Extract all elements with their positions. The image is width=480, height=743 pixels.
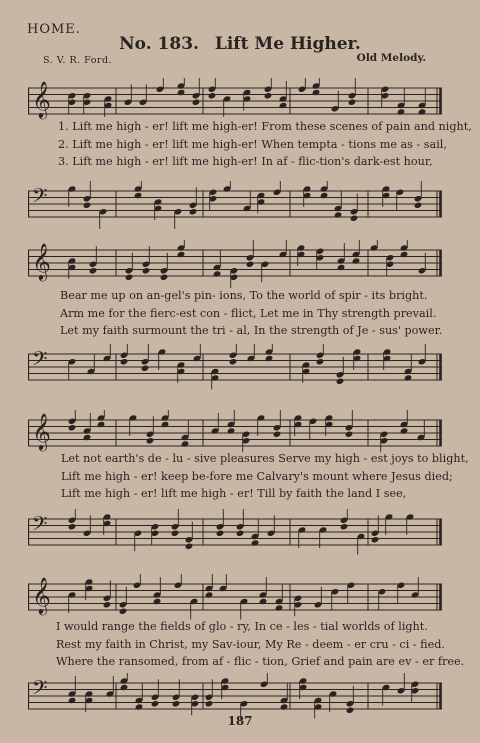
lyric-line: Let not earth's de - lu - sive pleasures Serve my high - est joys to blight, bbox=[61, 452, 469, 465]
treble-staff bbox=[28, 240, 442, 280]
tune-credit: Old Melody. bbox=[356, 52, 426, 64]
lyric-line: Lift me high - er! lift me high - er! Till by faith the land I see, bbox=[61, 487, 407, 500]
lyric-line: 2. Lift me high - er! lift me high-er! When tempta - tions me as - sail, bbox=[58, 137, 447, 151]
page-number: 187 bbox=[227, 714, 253, 728]
lyric-line: Let my faith surmount the tri - al, In the strength of Je - sus' power. bbox=[60, 324, 443, 337]
treble-clef-icon: 𝄞 bbox=[32, 412, 51, 450]
treble-clef-icon: 𝄞 bbox=[32, 80, 51, 118]
lyric-line: 1. Lift me high - er! lift me high-er! From these scenes of pain and night, bbox=[58, 120, 472, 133]
lyrics-block-1 bbox=[58, 118, 472, 171]
section-heading: HOME. bbox=[27, 22, 81, 37]
hymn-number: No. 183. bbox=[119, 34, 199, 54]
bass-clef-icon: 𝄢 bbox=[32, 347, 48, 375]
bass-clef-icon: 𝄢 bbox=[32, 184, 48, 212]
lyrics-block-2 bbox=[60, 287, 474, 340]
lyrics-block-3 bbox=[61, 450, 475, 503]
bass-staff bbox=[28, 181, 442, 212]
lyric-line: Rest my faith in Christ, my Sav-iour, My Re - deem - er cru - ci - fied. bbox=[56, 637, 445, 651]
author-credit: S. V. R. Ford. bbox=[43, 55, 113, 66]
bass-staff bbox=[28, 673, 442, 704]
treble-clef-icon: 𝄞 bbox=[32, 242, 51, 280]
hymn-title bbox=[0, 34, 480, 54]
staff-lines bbox=[28, 240, 442, 288]
bass-clef-icon: 𝄢 bbox=[32, 676, 48, 704]
treble-clef-icon: 𝄞 bbox=[32, 576, 51, 614]
hymn-name: Lift Me Higher. bbox=[214, 34, 361, 54]
lyric-line: 3. Lift me high - er! lift me high-er! In af - flic-tion's dark-est hour, bbox=[58, 155, 433, 168]
treble-staff bbox=[28, 574, 442, 614]
lyrics-block-4 bbox=[56, 618, 470, 671]
lyric-line: Arm me for the fierc-est con - flict, Let me in Thy strength prevail. bbox=[60, 306, 437, 320]
treble-staff bbox=[28, 410, 442, 450]
treble-staff bbox=[28, 78, 442, 118]
lyric-line: Lift me high - er! keep be-fore me Calvary's mount where Jesus died; bbox=[61, 469, 453, 483]
lyric-line: Where the ransomed, from af - flic - tion, Grief and pain are ev - er free. bbox=[56, 655, 465, 668]
bass-staff bbox=[28, 509, 442, 540]
staff-lines bbox=[28, 574, 442, 622]
bass-staff bbox=[28, 344, 442, 375]
staff-lines bbox=[28, 344, 442, 392]
staff-lines bbox=[28, 509, 442, 557]
bass-clef-icon: 𝄢 bbox=[32, 512, 48, 540]
lyric-line: Bear me up on an-gel's pin- ions, To the world of spir - its bright. bbox=[60, 289, 428, 302]
lyric-line: I would range the fields of glo - ry, In ce - les - tial worlds of light. bbox=[56, 620, 428, 633]
staff-lines bbox=[28, 181, 442, 229]
